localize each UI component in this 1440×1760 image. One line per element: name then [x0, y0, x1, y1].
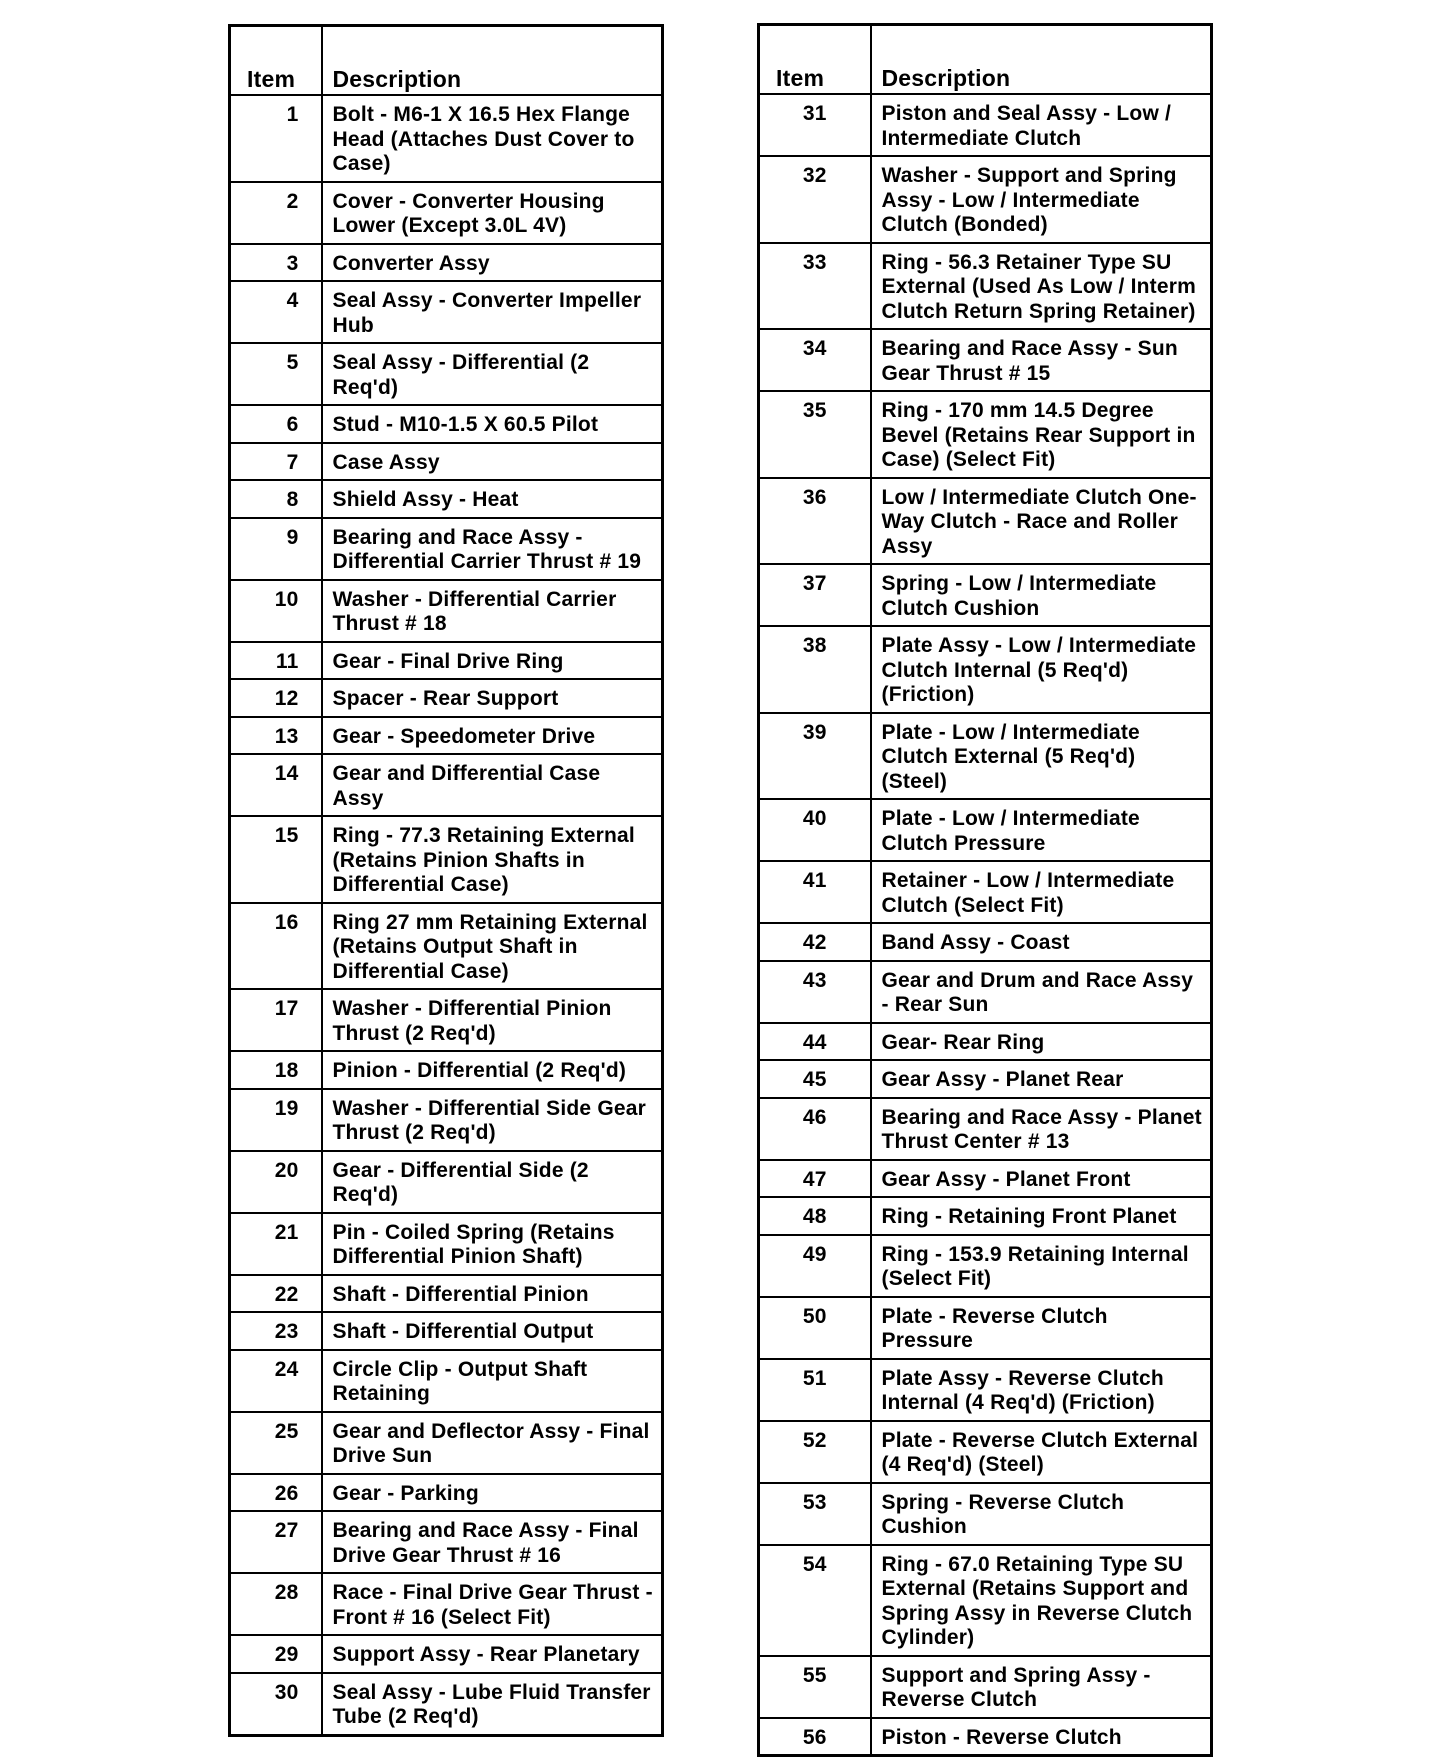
item-description: Retainer - Low / Intermediate Clutch (Select Fit) — [871, 861, 1212, 923]
item-number: 52 — [759, 1421, 871, 1483]
item-number: 5 — [230, 343, 322, 405]
table-row — [230, 1051, 663, 1089]
item-number: 37 — [759, 564, 871, 626]
table-row — [759, 329, 1212, 391]
parts-table-right-body — [759, 94, 1212, 1756]
item-number: 55 — [759, 1656, 871, 1718]
item-description: Race - Final Drive Gear Thrust - Front # 16 (Select Fit) — [322, 1573, 663, 1635]
item-description: Spacer - Rear Support — [322, 679, 663, 717]
item-description: Piston - Reverse Clutch — [871, 1718, 1212, 1756]
item-description: Support and Spring Assy - Reverse Clutch — [871, 1656, 1212, 1718]
item-number: 48 — [759, 1197, 871, 1235]
item-description: Band Assy - Coast — [871, 923, 1212, 961]
table-row — [230, 989, 663, 1051]
table-row — [759, 961, 1212, 1023]
item-description: Washer - Support and Spring Assy - Low / Intermediate Clutch (Bonded) — [871, 156, 1212, 243]
item-description: Circle Clip - Output Shaft Retaining — [322, 1350, 663, 1412]
item-number: 47 — [759, 1160, 871, 1198]
item-description: Gear and Deflector Assy - Final Drive Sun — [322, 1412, 663, 1474]
item-description: Plate Assy - Reverse Clutch Internal (4 Req'd) (Friction) — [871, 1359, 1212, 1421]
table-row — [759, 799, 1212, 861]
parts-table-right — [757, 23, 1213, 1757]
table-row — [230, 1573, 663, 1635]
item-description: Plate - Reverse Clutch External (4 Req'd) (Steel) — [871, 1421, 1212, 1483]
item-description: Ring 27 mm Retaining External (Retains Output Shaft in Differential Case) — [322, 903, 663, 990]
item-number: 32 — [759, 156, 871, 243]
header-row — [230, 26, 663, 96]
table-row — [759, 94, 1212, 156]
item-number: 21 — [230, 1213, 322, 1275]
table-row — [230, 1312, 663, 1350]
item-description: Seal Assy - Differential (2 Req'd) — [322, 343, 663, 405]
item-number: 38 — [759, 626, 871, 713]
item-number: 36 — [759, 478, 871, 565]
item-description: Gear Assy - Planet Front — [871, 1160, 1212, 1198]
table-row — [759, 1098, 1212, 1160]
item-number: 24 — [230, 1350, 322, 1412]
table-row — [230, 1213, 663, 1275]
item-number: 17 — [230, 989, 322, 1051]
item-number: 1 — [230, 95, 322, 182]
item-description: Bearing and Race Assy - Planet Thrust Center # 13 — [871, 1098, 1212, 1160]
table-row — [759, 1060, 1212, 1098]
item-description: Ring - 170 mm 14.5 Degree Bevel (Retains Rear Support in Case) (Select Fit) — [871, 391, 1212, 478]
item-number: 19 — [230, 1089, 322, 1151]
item-description: Ring - 67.0 Retaining Type SU External (Retains Support and Spring Assy in Reverse Clutch Cylinder) — [871, 1545, 1212, 1656]
table-row — [759, 391, 1212, 478]
item-number: 16 — [230, 903, 322, 990]
table-row — [759, 1023, 1212, 1061]
item-number: 10 — [230, 580, 322, 642]
table-row — [230, 903, 663, 990]
item-number: 33 — [759, 243, 871, 330]
table-row — [759, 861, 1212, 923]
item-description: Case Assy — [322, 443, 663, 481]
item-number: 56 — [759, 1718, 871, 1756]
table-row — [230, 679, 663, 717]
item-description: Plate - Low / Intermediate Clutch Pressure — [871, 799, 1212, 861]
item-description: Piston and Seal Assy - Low / Intermediate Clutch — [871, 94, 1212, 156]
table-row — [230, 1089, 663, 1151]
table-row — [759, 478, 1212, 565]
item-description: Gear Assy - Planet Rear — [871, 1060, 1212, 1098]
item-number: 41 — [759, 861, 871, 923]
parts-table-left — [228, 24, 664, 1737]
item-number: 18 — [230, 1051, 322, 1089]
table-row — [230, 1275, 663, 1313]
table-row — [759, 1297, 1212, 1359]
item-description: Pinion - Differential (2 Req'd) — [322, 1051, 663, 1089]
item-description: Pin - Coiled Spring (Retains Differential Pinion Shaft) — [322, 1213, 663, 1275]
item-number: 6 — [230, 405, 322, 443]
item-number: 14 — [230, 754, 322, 816]
item-description: Shield Assy - Heat — [322, 480, 663, 518]
item-description: Ring - Retaining Front Planet — [871, 1197, 1212, 1235]
table-row — [759, 1545, 1212, 1656]
table-row — [759, 243, 1212, 330]
table-row — [230, 281, 663, 343]
item-description: Gear- Rear Ring — [871, 1023, 1212, 1061]
item-number: 7 — [230, 443, 322, 481]
table-row — [230, 1511, 663, 1573]
item-description: Seal Assy - Converter Impeller Hub — [322, 281, 663, 343]
item-description: Low / Intermediate Clutch One-Way Clutch - Race and Roller Assy — [871, 478, 1212, 565]
table-row — [230, 1673, 663, 1736]
table-row — [230, 816, 663, 903]
item-description: Ring - 77.3 Retaining External (Retains Pinion Shafts in Differential Case) — [322, 816, 663, 903]
item-description: Gear - Final Drive Ring — [322, 642, 663, 680]
table-row — [230, 443, 663, 481]
item-number: 11 — [230, 642, 322, 680]
item-number: 50 — [759, 1297, 871, 1359]
item-number: 26 — [230, 1474, 322, 1512]
table-row — [230, 244, 663, 282]
item-description: Support Assy - Rear Planetary — [322, 1635, 663, 1673]
item-description: Bearing and Race Assy - Differential Carrier Thrust # 19 — [322, 518, 663, 580]
item-number: 23 — [230, 1312, 322, 1350]
item-description: Bolt - M6-1 X 16.5 Hex Flange Head (Attaches Dust Cover to Case) — [322, 95, 663, 182]
item-number: 15 — [230, 816, 322, 903]
table-row — [230, 580, 663, 642]
item-description: Spring - Reverse Clutch Cushion — [871, 1483, 1212, 1545]
item-description: Washer - Differential Carrier Thrust # 18 — [322, 580, 663, 642]
table-row — [230, 480, 663, 518]
item-number: 35 — [759, 391, 871, 478]
item-description: Ring - 153.9 Retaining Internal (Select Fit) — [871, 1235, 1212, 1297]
item-description: Plate - Reverse Clutch Pressure — [871, 1297, 1212, 1359]
item-number: 45 — [759, 1060, 871, 1098]
item-description: Washer - Differential Pinion Thrust (2 Req'd) — [322, 989, 663, 1051]
item-description: Shaft - Differential Pinion — [322, 1275, 663, 1313]
table-row — [230, 1474, 663, 1512]
item-number: 13 — [230, 717, 322, 755]
item-number: 22 — [230, 1275, 322, 1313]
item-description: Ring - 56.3 Retainer Type SU External (Used As Low / Interm Clutch Return Spring Retainer) — [871, 243, 1212, 330]
header-row — [759, 25, 1212, 95]
table-row — [759, 1197, 1212, 1235]
table-row — [230, 642, 663, 680]
table-row — [759, 923, 1212, 961]
item-column-header: Item — [759, 25, 871, 95]
item-description: Bearing and Race Assy - Sun Gear Thrust # 15 — [871, 329, 1212, 391]
item-description: Gear and Drum and Race Assy - Rear Sun — [871, 961, 1212, 1023]
item-number: 30 — [230, 1673, 322, 1736]
item-number: 31 — [759, 94, 871, 156]
item-description: Seal Assy - Lube Fluid Transfer Tube (2 Req'd) — [322, 1673, 663, 1736]
table-row — [759, 1235, 1212, 1297]
table-row — [230, 1635, 663, 1673]
table-row — [759, 1359, 1212, 1421]
item-number: 51 — [759, 1359, 871, 1421]
item-number: 27 — [230, 1511, 322, 1573]
item-number: 28 — [230, 1573, 322, 1635]
item-number: 43 — [759, 961, 871, 1023]
table-row — [230, 518, 663, 580]
table-row — [759, 713, 1212, 800]
item-description: Gear and Differential Case Assy — [322, 754, 663, 816]
item-number: 4 — [230, 281, 322, 343]
item-description: Washer - Differential Side Gear Thrust (2 Req'd) — [322, 1089, 663, 1151]
item-number: 12 — [230, 679, 322, 717]
item-number: 49 — [759, 1235, 871, 1297]
parts-table-left-body — [230, 95, 663, 1735]
table-row — [230, 1412, 663, 1474]
item-number: 3 — [230, 244, 322, 282]
table-row — [230, 717, 663, 755]
item-number: 54 — [759, 1545, 871, 1656]
table-row — [759, 626, 1212, 713]
item-description: Gear - Parking — [322, 1474, 663, 1512]
item-column-header: Item — [230, 26, 322, 96]
item-number: 53 — [759, 1483, 871, 1545]
item-description: Converter Assy — [322, 244, 663, 282]
table-row — [230, 1350, 663, 1412]
item-description: Gear - Differential Side (2 Req'd) — [322, 1151, 663, 1213]
table-row — [759, 1718, 1212, 1756]
table-row — [230, 95, 663, 182]
item-number: 2 — [230, 182, 322, 244]
table-row — [759, 1160, 1212, 1198]
description-column-header: Description — [871, 25, 1212, 95]
item-number: 44 — [759, 1023, 871, 1061]
item-number: 46 — [759, 1098, 871, 1160]
table-row — [759, 564, 1212, 626]
table-row — [230, 1151, 663, 1213]
description-column-header: Description — [322, 26, 663, 96]
item-description: Cover - Converter Housing Lower (Except 3.0L 4V) — [322, 182, 663, 244]
item-description: Bearing and Race Assy - Final Drive Gear Thrust # 16 — [322, 1511, 663, 1573]
table-row — [759, 1421, 1212, 1483]
item-number: 20 — [230, 1151, 322, 1213]
item-number: 25 — [230, 1412, 322, 1474]
table-row — [759, 1656, 1212, 1718]
item-number: 29 — [230, 1635, 322, 1673]
item-number: 9 — [230, 518, 322, 580]
table-row — [230, 405, 663, 443]
table-row — [230, 182, 663, 244]
table-row — [759, 156, 1212, 243]
table-row — [230, 343, 663, 405]
item-description: Plate Assy - Low / Intermediate Clutch Internal (5 Req'd) (Friction) — [871, 626, 1212, 713]
item-number: 8 — [230, 480, 322, 518]
item-description: Plate - Low / Intermediate Clutch External (5 Req'd) (Steel) — [871, 713, 1212, 800]
item-description: Stud - M10-1.5 X 60.5 Pilot — [322, 405, 663, 443]
table-row — [230, 754, 663, 816]
item-number: 40 — [759, 799, 871, 861]
item-description: Gear - Speedometer Drive — [322, 717, 663, 755]
item-number: 42 — [759, 923, 871, 961]
item-number: 34 — [759, 329, 871, 391]
table-row — [759, 1483, 1212, 1545]
item-number: 39 — [759, 713, 871, 800]
item-description: Shaft - Differential Output — [322, 1312, 663, 1350]
item-description: Spring - Low / Intermediate Clutch Cushion — [871, 564, 1212, 626]
